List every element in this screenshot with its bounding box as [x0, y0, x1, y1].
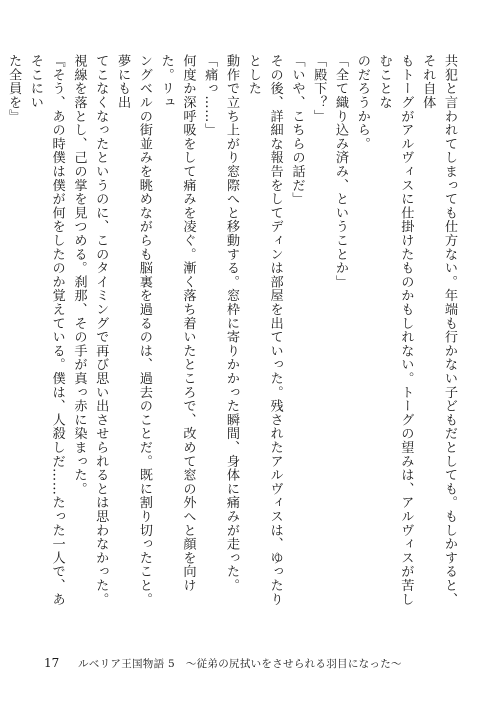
text-line: た全員を』 [6, 54, 22, 123]
text-line: 動作で立ち上がり窓際へと移動する。窓枠に寄りかかった瞬間、身体に痛みが走った。 [224, 54, 240, 593]
text-line: ングベルの街並みを眺めながらも脳裏を過るのは、過去のことだ。既に割り切ったこと。夢にも出 [115, 54, 152, 606]
text-line: 何度か深呼吸をして痛みを凌ぐ。漸く落ち着いたところで、改めて窓の外へと顔を向けた。リュ [158, 54, 196, 593]
text-line: 「殿下？」 [311, 54, 327, 123]
text-line: のだろうから。 [354, 54, 370, 151]
text-line: 共犯と言われてしまっても仕方ない。年端も行かない子どもだとしても。もしかすると、それ自体 [420, 54, 457, 606]
text-line: 「痛っ……」 [202, 54, 218, 137]
page-footer [0, 655, 500, 675]
text-line: 視線を落とし、己の掌を見つめる。刹那、その手が真っ赤に染まった。 [71, 54, 87, 496]
page-number: 17 [44, 656, 60, 670]
text-line: 『そう、あの時僕は僕が何をしたのか覚えている。僕は、人殺しだ……たった一人で、あそこにい [27, 54, 65, 606]
text-line: 「全て織り込み済み、ということか」 [333, 54, 349, 289]
vertical-text-body [6, 54, 460, 606]
text-line: 「いや、こちらの話だ」 [289, 54, 305, 206]
text-line: その後、詳細な報告をしてディンは部屋を出ていった。残されたアルヴィスは、ゆったりとした [245, 54, 283, 606]
text-line [0, 54, 2, 606]
text-line: もトーグがアルヴィスに仕掛けたものかもしれない。トーグの望みは、アルヴィスが苦しむことな [376, 54, 414, 606]
text-line: てこなくなったというのに、このタイミングで再び思い出させられるとは思わなかった。 [93, 54, 109, 606]
running-title: ルベリア王国物語 5 ～従弟の尻拭いをさせられる羽目になった～ [78, 658, 402, 670]
